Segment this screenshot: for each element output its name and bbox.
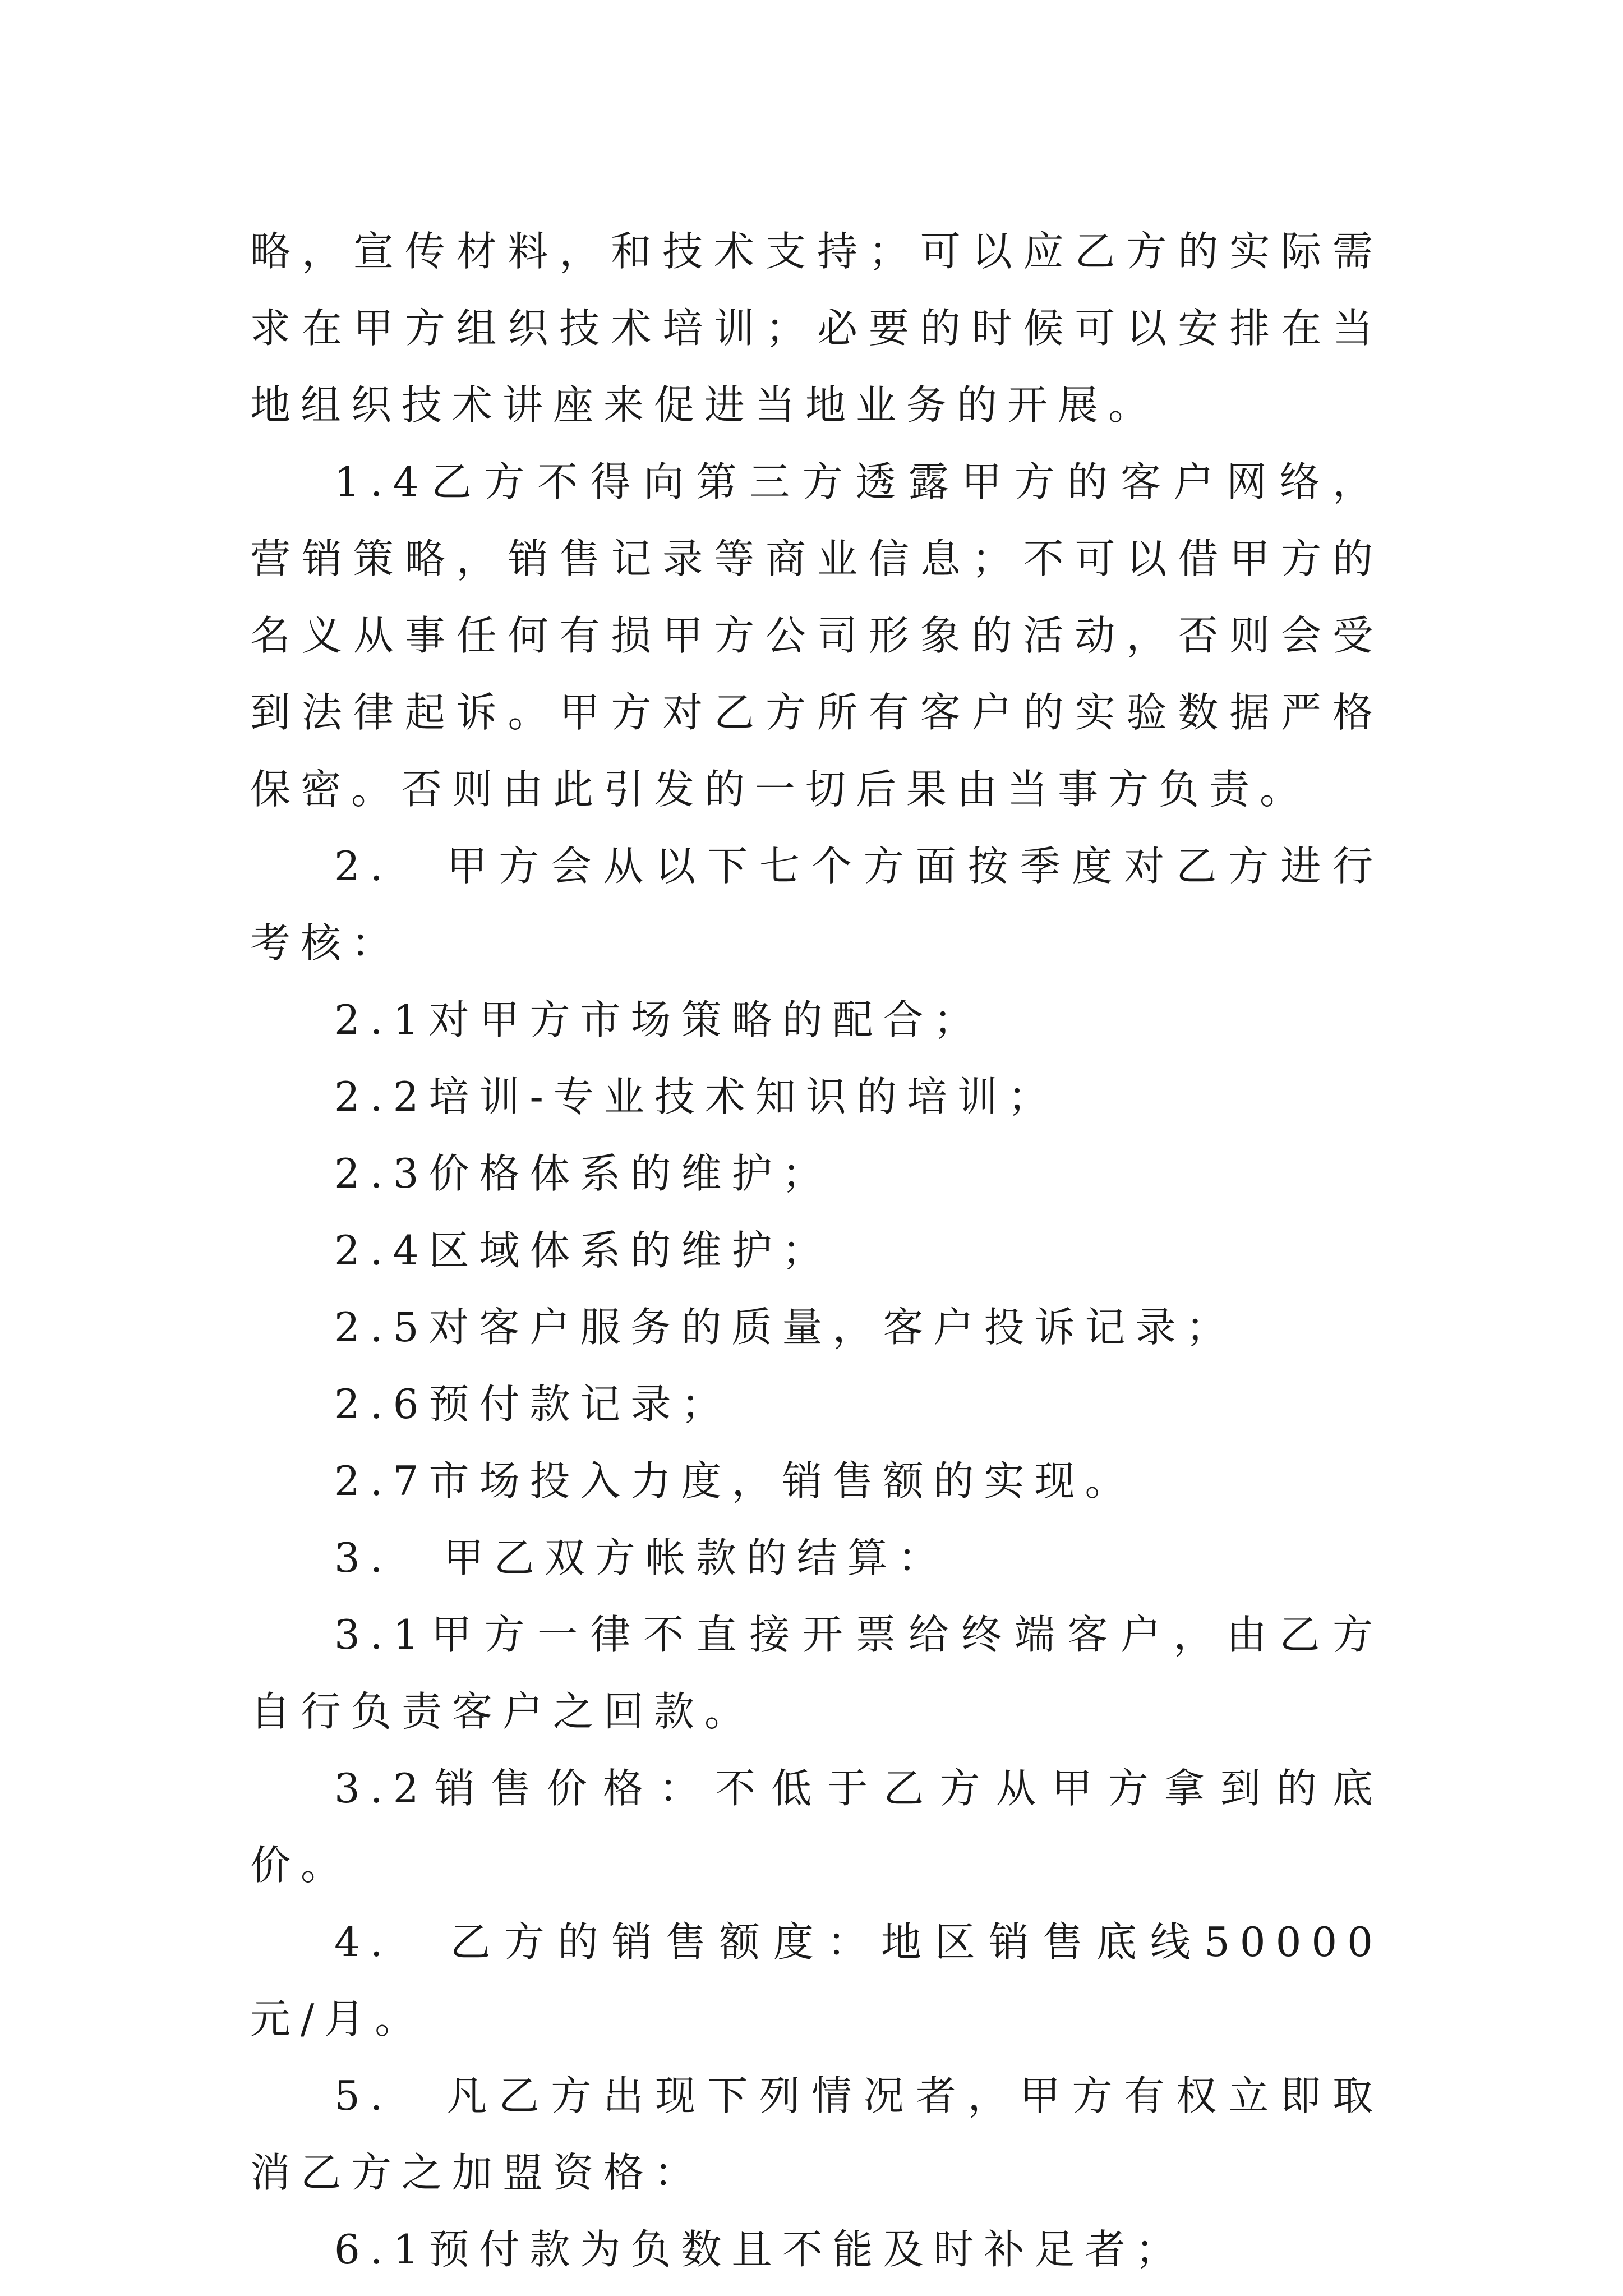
paragraph-clause-2-7: 2.7市场投入力度，销售额的实现。 <box>334 1457 1136 1504</box>
paragraph-continuation: 略，宣传材料，和技术支持；可以应乙方的实际需求在甲方组织技术培训；必要的时候可以安排在当地组织技术讲座来促进当地业务的开展。 <box>250 228 1383 429</box>
paragraph-section-2: 2. 甲方会从以下七个方面按季度对乙方进行考核： <box>250 843 1383 967</box>
paragraph-clause-2-6: 2.6预付款记录； <box>334 1381 732 1428</box>
paragraph-clause-1-4: 1.4乙方不得向第三方透露甲方的客户网络，营销策略，销售记录等商业信息；不可以借甲方的名义从事任何有损甲方公司形象的活动，否则会受到法律起诉。甲方对乙方所有客户的实验数据严格保密。否则由此引发的一切后果由当事方负责。 <box>250 458 1383 813</box>
paragraph-section-3: 3. 甲乙双方帐款的结算： <box>334 1534 948 1581</box>
paragraph-clause-2-1: 2.1对甲方市场策略的配合； <box>334 996 984 1043</box>
paragraph-clause-3-2: 3.2销售价格：不低于乙方从甲方拿到的底价。 <box>250 1765 1383 1889</box>
paragraph-clause-2-2: 2.2培训-专业技术知识的培训； <box>334 1073 1058 1120</box>
paragraph-clause-2-4: 2.4区域体系的维护； <box>334 1227 833 1274</box>
paragraph-clause-2-5: 2.5对客户服务的质量，客户投诉记录； <box>334 1304 1237 1351</box>
document-body <box>250 213 1383 2288</box>
paragraph-clause-2-3: 2.3价格体系的维护； <box>334 1150 833 1197</box>
paragraph-section-4: 4. 乙方的销售额度：地区销售底线50000元/月。 <box>250 1918 1383 2042</box>
paragraph-clause-3-1: 3.1甲方一律不直接开票给终端客户，由乙方自行负责客户之回款。 <box>250 1611 1383 1735</box>
paragraph-clause-6-1: 6.1预付款为负数且不能及时补足者； <box>334 2226 1186 2273</box>
paragraph-section-5: 5. 凡乙方出现下列情况者，甲方有权立即取消乙方之加盟资格： <box>250 2072 1383 2196</box>
